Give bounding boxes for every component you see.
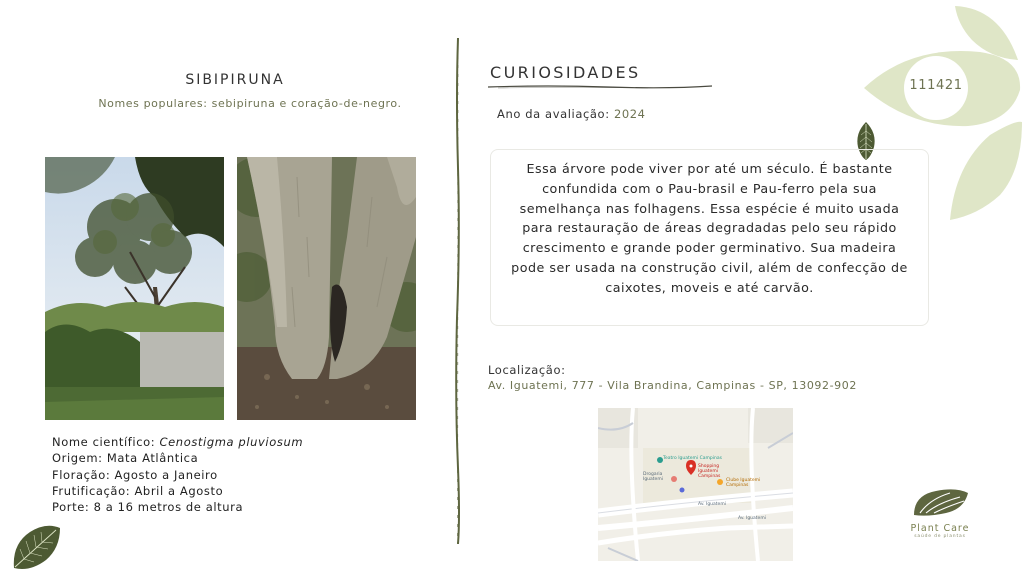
location-label: Localização: [488, 363, 566, 377]
evaluation-year [497, 107, 646, 121]
species-title: SIBIPIRUNA [185, 72, 285, 88]
vertical-divider [452, 38, 464, 544]
brand-logo [900, 485, 980, 539]
species-facts [52, 434, 412, 515]
tree-photo [45, 157, 224, 420]
leaf-cluster-icon [850, 0, 1024, 225]
popular-names: Nomes populares: sebipiruna e coração-de-negro. [98, 97, 402, 110]
curiosities-title: CURIOSIDADES [490, 63, 641, 82]
map-label-road-1: Av. Iguatemi [698, 502, 726, 507]
evaluation-year-value: 2024 [613, 107, 646, 121]
title-underline [488, 84, 712, 90]
evaluation-year-label: Ano da avaliação: [497, 107, 614, 121]
trunk-photo [237, 157, 416, 420]
leaf-icon-bottom [10, 524, 62, 570]
curiosity-text: Essa árvore pode viver por até um século. É bastante confundida com o Pau-brasil e Pau-ferro pela sua semelhança nas folhagens. Essa espécie é muito usada para restauração de áreas degradadas pelo seu rápido crescimento e grande poder germinativo. Sua madeira pode ser usada na construção civil, além de confecção de caixotes, moveis e até carvão. [511, 161, 908, 295]
location-address[interactable]: Av. Iguatemi, 777 - Vila Brandina, Campinas - SP, 13092-902 [488, 379, 857, 392]
tree-photo-illustration [45, 157, 224, 420]
plant-care-logo [910, 485, 970, 517]
scientific-name-value: Cenostigma pluviosum [159, 435, 304, 449]
map-label-shopping: Shopping Iguatemi Campinas [698, 464, 721, 479]
plant-code-badge: 111421 [909, 78, 963, 93]
fact-flowering: Floração: Agosto a Janeiro [52, 467, 218, 482]
map-label-theater: Teatro Iguatemi Campinas [663, 456, 722, 461]
map-label-road-2: Av. Iguatemi [738, 516, 766, 521]
brand-name: Plant Care [910, 523, 970, 534]
map-label-drugstore: Drogaria Iguatemi [643, 472, 663, 482]
fact-origin: Origem: Mata Atlântica [52, 451, 199, 466]
trunk-photo-illustration [237, 157, 416, 420]
scientific-name-label: Nome científico: [52, 435, 160, 449]
fact-fruiting: Frutificação: Abril a Agosto [52, 483, 224, 498]
brand-tagline: saúde de plantas [914, 534, 966, 539]
fact-scientific-name [52, 434, 412, 450]
location-map[interactable] [598, 408, 793, 561]
map-label-club: Clube Iguatemi Campinas [726, 478, 761, 488]
fact-size: Porte: 8 a 16 metros de altura [52, 500, 244, 515]
